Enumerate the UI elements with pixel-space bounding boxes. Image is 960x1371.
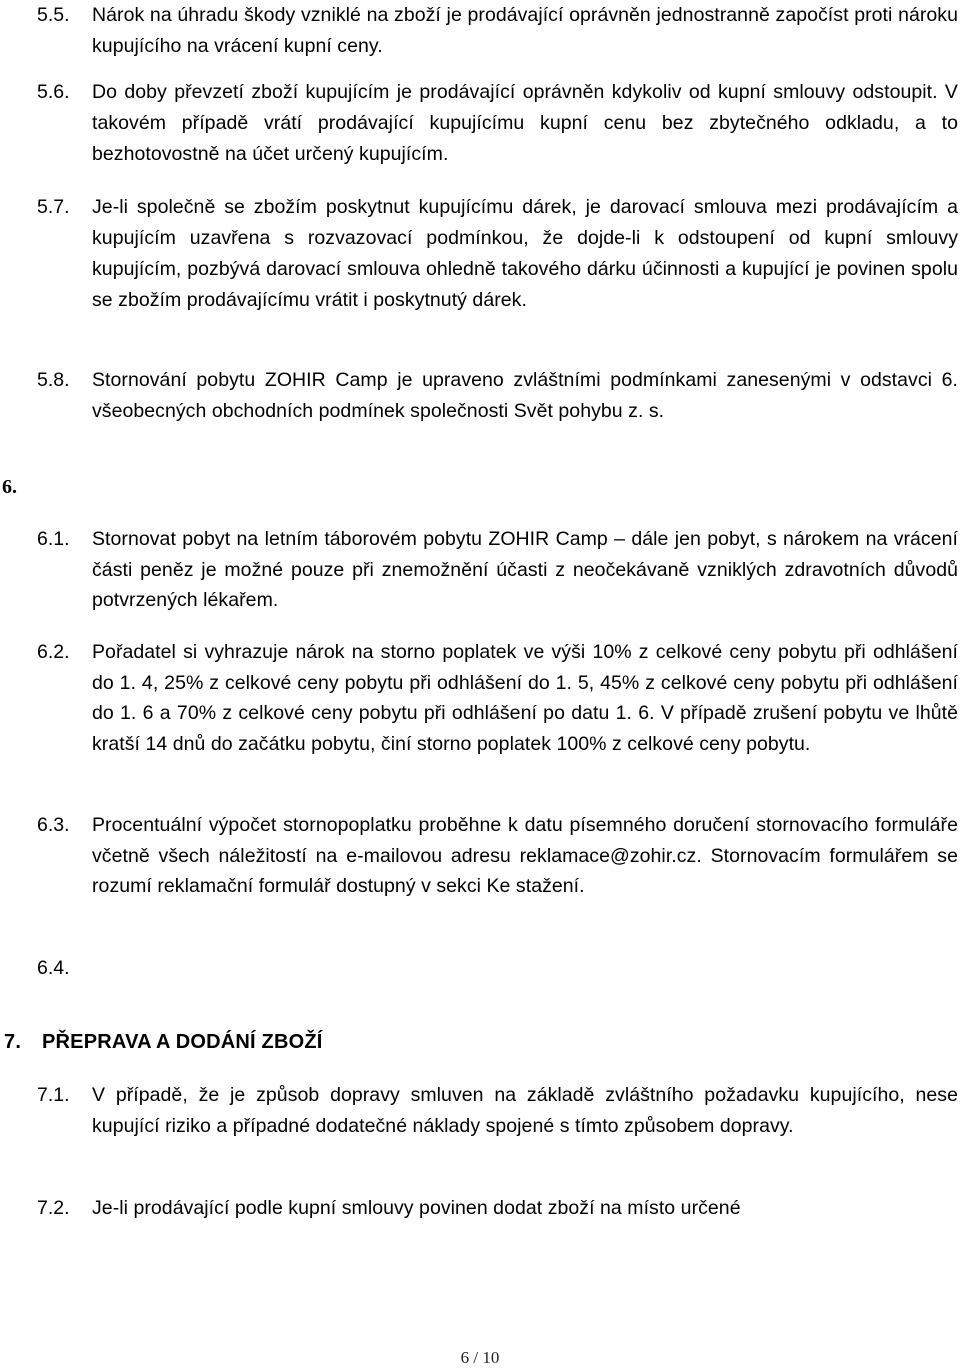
paragraph-text: Procentuální výpočet stornopoplatku proběhne k datu písemného doručení stornovacího formuláře včetně všech náležitostí na e-mailovou adresu reklamace@zohir.cz. Stornovacím formulářem se rozumí reklamační formulář dostupný v sekci Ke stažení. — [92, 814, 958, 897]
paragraph-number: 5.5. — [37, 4, 70, 26]
paragraph-number: 5.6. — [37, 81, 70, 103]
paragraph-number: 6.2. — [37, 641, 70, 663]
section-7-heading — [4, 1027, 323, 1057]
section-7-number: 7. — [4, 1031, 22, 1053]
paragraph-number: 7.2. — [37, 1197, 70, 1219]
paragraph-text: Je-li prodávající podle kupní smlouvy povinen dodat zboží na místo určené — [92, 1197, 741, 1219]
paragraph-text: Je-li společně se zbožím poskytnut kupujícímu dárek, je darovací smlouva mezi prodávajícím a kupujícím uzavřena s rozvazovací podmínkou, že dojde-li k odstoupení od kupní smlouvy kupujícím, pozbývá darovací smlouva ohledně takového dárku účinnosti a kupující je povinen spolu se zbožím prodávajícímu vrátit i poskytnutý dárek. — [92, 196, 958, 311]
page-number: 6 / 10 — [460, 1348, 500, 1367]
section-6-number: 6. — [2, 476, 17, 498]
paragraph-number: 7.1. — [37, 1084, 70, 1106]
paragraph-number: 6.3. — [37, 814, 70, 836]
paragraph-text: Stornovat pobyt na letním táborovém pobytu ZOHIR Camp – dále jen pobyt, s nárokem na vrácení části peněz je možné pouze při znemožnění účasti z neočekávaně vzniklých zdravotních důvodů potvrzených lékařem. — [92, 528, 958, 611]
paragraph-text: Nárok na úhradu škody vzniklé na zboží je prodávající oprávněn jednostranně započíst proti nároku kupujícího na vrácení kupní ceny. — [92, 4, 958, 57]
paragraph-number: 6.1. — [37, 528, 70, 550]
paragraph-text: Stornování pobytu ZOHIR Camp je upraveno zvláštními podmínkami zanesenými v odstavci 6. všeobecných obchodních podmínek společnosti Svět pohybu z. s. — [92, 369, 958, 422]
paragraph-number: 5.8. — [37, 369, 70, 391]
paragraph-text: Do doby převzetí zboží kupujícím je prodávající oprávněn kdykoliv od kupní smlouvy odstoupit. V takovém případě vrátí prodávající kupujícímu kupní cenu bez zbytečného odkladu, a to bezhotovostně na účet určený kupujícím. — [92, 81, 958, 165]
paragraph-text: V případě, že je způsob dopravy smluven na základě zvláštního požadavku kupujícího, nese kupující riziko a případné dodatečné náklady spojené s tímto způsobem dopravy. — [92, 1084, 958, 1137]
paragraph-text: Pořadatel si vyhrazuje nárok na storno poplatek ve výši 10% z celkové ceny pobytu při odhlášení do 1. 4, 25% z celkové ceny pobytu při odhlášení do 1. 5, 45% z celkové ceny pobytu při odhlášení do 1. 6 a 70% z celkové ceny pobytu při odhlášení po datu 1. 6. V případě zrušení pobytu ve lhůtě kratší 14 dnů do začátku pobytu, činí storno poplatek 100% z celkové ceny pobytu. — [92, 641, 958, 755]
paragraph-number: 5.7. — [37, 196, 70, 218]
section-7-title: PŘEPRAVA A DODÁNÍ ZBOŽÍ — [42, 1031, 323, 1053]
paragraph-number: 6.4. — [37, 957, 70, 979]
